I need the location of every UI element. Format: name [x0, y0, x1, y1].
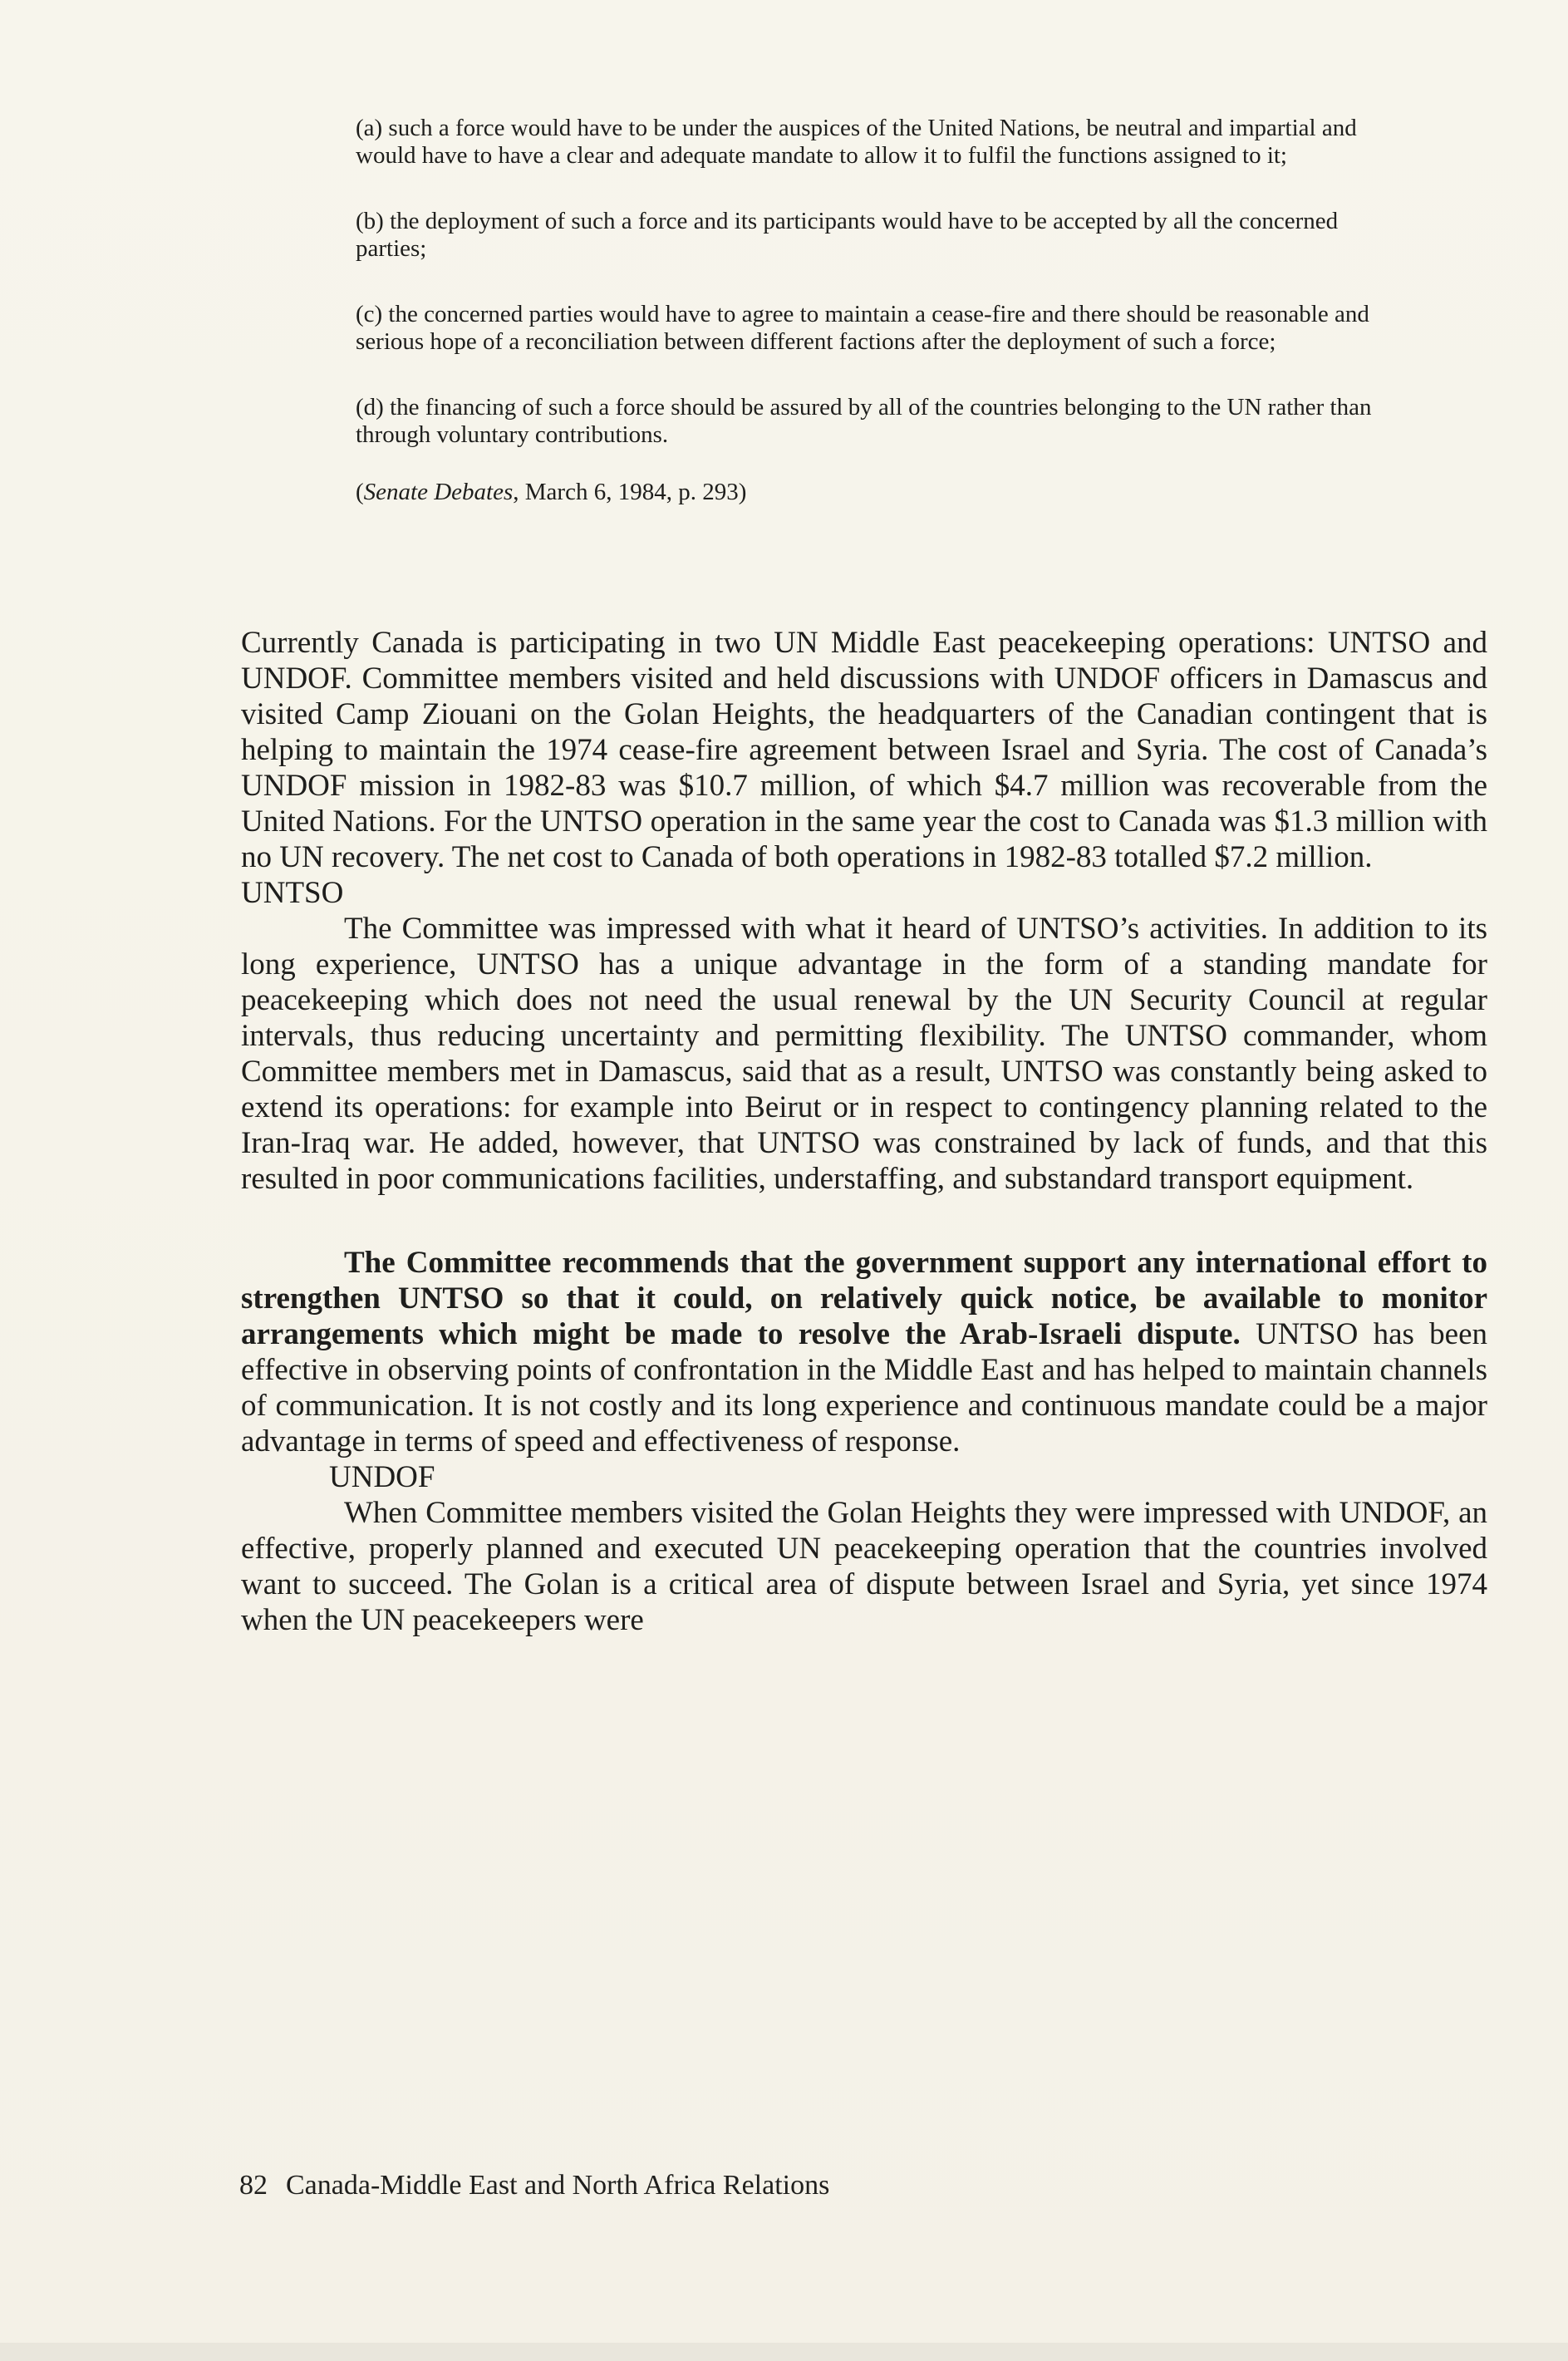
page-footer: [239, 2169, 829, 2202]
quote-item-d: (d) the financing of such a force should be assured by all of the countries belonging to the UN rather than through voluntary contributions.: [356, 394, 1372, 448]
main-text: [241, 625, 1487, 1638]
quote-item-a: (a) such a force would have to be under the auspices of the United Nations, be neutral and impartial and would have to have a clear and adequate mandate to allow it to fulfil the functions assigned to it;: [356, 115, 1357, 169]
recommendation-bold: The Committee recommends that the government support any international effort to strengthen UNTSO so that it could, on relatively quick notice, be available to monitor arrangements which might be made to resolve the Arab-Israeli dispute.: [241, 1246, 1487, 1351]
quoted-conditions: [356, 115, 1391, 530]
untso-paragraph: The Committee was impressed with what it heard of UNTSO’s activities. In addition to its long experience, UNTSO has a unique advantage in the form of a standing mandate for peacekeeping which does not need the usual renewal by the UN Security Council at regular intervals, thus reducing uncertainty and permitting flexibility. The UNTSO commander, whom Committee members met in Damascus, said that as a result, UNTSO was constantly being asked to extend its operations: for example into Beirut or in respect to contingency planning related to the Iran-Iraq war. He added, however, that UNTSO was constrained by lack of funds, and that this resulted in poor communications facilities, understaffing, and substandard transport equipment.: [241, 912, 1487, 1196]
intro-paragraph: Currently Canada is participating in two UN Middle East peacekeeping operations: UNTSO and UNDOF. Committee members visited and held discussions with UNDOF officers in Damascus and visited Camp Ziouani on the Golan Heights, the headquarters of the Canadian contingent that is helping to maintain the 1974 cease-fire agreement between Israel and Syria. The cost of Canada’s UNDOF mission in 1982-83 was $10.7 million, of which $4.7 million was recoverable from the United Nations. For the UNTSO operation in the same year the cost to Canada was $1.3 million with no UN recovery. The net cost to Canada of both operations in 1982-83 totalled $7.2 million.: [241, 626, 1487, 874]
page-number: 82: [239, 2170, 268, 2201]
recommendation-rest: UNTSO has been effective in observing points of confrontation in the Middle East and has helped to maintain channels of communication. It is not costly and its long experience and continuous mandate could be a major advantage in terms of speed and effectiveness of response.: [241, 1317, 1488, 1458]
untso-heading: UNTSO: [241, 876, 344, 910]
undof-heading: UNDOF: [329, 1460, 435, 1494]
running-title: Canada-Middle East and North Africa Relations: [286, 2170, 830, 2201]
quote-source: (Senate Debates, March 6, 1984, p. 293): [356, 479, 747, 505]
quote-item-c: (c) the concerned parties would have to agree to maintain a cease-fire and there should be reasonable and serious hope of a reconciliation between different factions after the deployment of such a force;: [356, 301, 1369, 355]
undof-paragraph: When Committee members visited the Golan Heights they were impressed with UNDOF, an effective, properly planned and executed UN peacekeeping operation that the countries involved want to succeed. The Golan is a critical area of dispute between Israel and Syria, yet since 1974 when the UN peacekeepers were: [241, 1496, 1487, 1637]
source-title: Senate Debates: [363, 479, 514, 505]
recommendation-paragraph: [241, 1245, 1487, 1459]
quote-item-b: (b) the deployment of such a force and its participants would have to be accepted by all the concerned parties;: [356, 208, 1339, 262]
